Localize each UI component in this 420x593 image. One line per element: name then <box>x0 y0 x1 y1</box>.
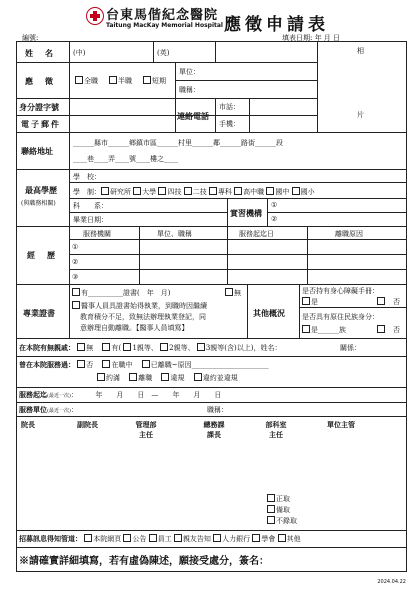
experience-label: 經 歷 <box>27 250 57 260</box>
license-note-2: 教育積分不足，致無法辦理執業登記，同 <box>80 313 206 321</box>
form-version-date: 2024.04.22 <box>377 579 406 585</box>
aboriginal-no-checkbox[interactable]: 否 <box>377 325 400 335</box>
address-line-1[interactable]: ______縣市______鄉鎮市區______村里______鄰______路街______段 <box>73 139 283 147</box>
education-note: (與職務相關) <box>21 200 56 207</box>
exp-row-3[interactable]: ③ <box>72 273 79 281</box>
form-header <box>0 0 420 40</box>
approval-dept-director: 部科室主任 <box>265 420 287 439</box>
graduation-date-field[interactable]: 畢業日期： <box>73 216 108 224</box>
relatives-row[interactable]: 在本院有無親戚： 無 有( 1親等、 2親等、 3親等(含)以上)，姓名： <box>19 343 282 352</box>
exp-header-title: 單位、職稱 <box>157 230 192 238</box>
hospital-logo-icon <box>86 7 104 25</box>
hospital-name: 台東馬偕紀念醫院 <box>106 8 219 23</box>
license-note-1[interactable]: 醫事人員具證書始得執業，到職時因繼續 <box>72 301 207 311</box>
exp-header-org: 服務機關 <box>83 230 111 238</box>
internship-field-2[interactable]: ② <box>271 215 278 223</box>
relatives-relation[interactable]: 關係： <box>340 344 361 352</box>
resign-reason-options[interactable]: 約滿 離職 違規 違約並違規 <box>97 373 238 383</box>
form-table <box>16 41 407 572</box>
service-history-row[interactable]: 曾在本院服務過： 否 在職中 已離職~原因______________________ <box>19 360 269 369</box>
home-phone-field[interactable]: 市話： <box>219 103 240 111</box>
license-note-3: 意辦理自動離職。【醫事人員填寫】 <box>80 324 189 332</box>
exp-header-reason: 離職原因 <box>335 230 363 238</box>
aboriginal-yes-checkbox[interactable]: 是______族 <box>302 325 346 335</box>
mobile-phone-field[interactable]: 手機： <box>219 120 240 128</box>
degree-label: 學 制： <box>73 188 101 196</box>
degree-options[interactable]: 研究所 大學 四技 二技 專科 高中職 國中 國小 <box>101 187 315 197</box>
apply-fulltime-checkbox[interactable]: 全職 <box>75 76 98 86</box>
education-label: 最高學歷 <box>25 185 57 195</box>
declaration-signature[interactable]: ※請確實詳細填寫，若有虛偽陳述，願接受處分，簽名： <box>19 556 269 567</box>
exp-header-period: 服務起迄日 <box>239 230 274 238</box>
address-line-2[interactable]: ____巷____弄____號____樓之____ <box>73 155 178 163</box>
apply-shortterm-checkbox[interactable]: 短期 <box>143 76 166 86</box>
aboriginal-question: 是否具有原住民族身分： <box>302 313 379 321</box>
disability-yes-checkbox[interactable]: 是 <box>302 297 318 307</box>
license-none-checkbox[interactable]: 無 <box>225 288 241 298</box>
result-rejected-checkbox[interactable]: 不錄取 <box>267 516 297 526</box>
apply-title-field[interactable]: 職稱： <box>179 86 200 94</box>
address-label: 聯絡地址 <box>21 146 53 156</box>
name-zh-field[interactable]: (中) <box>73 49 86 57</box>
apply-label: 應 徵 <box>25 76 55 86</box>
approval-general-affairs-chief: 總務課課長 <box>203 420 225 439</box>
photo-label-bottom: 片 <box>357 111 364 119</box>
other-info-label: 其他概況 <box>253 308 285 318</box>
fill-date: 填表日期: 年 月 日 <box>282 34 341 42</box>
approval-unit-manager: 單位主管 <box>327 420 355 429</box>
result-accepted-checkbox[interactable]: 正取 <box>267 494 290 504</box>
service-title-field[interactable]: 職稱： <box>207 406 228 414</box>
internship-field-1[interactable]: ① <box>271 201 278 209</box>
license-label: 專業證書 <box>23 308 55 318</box>
disability-question: 是否持有身心障礙手冊： <box>302 287 379 295</box>
service-unit-field[interactable]: 服務單位(最近一次)： <box>19 405 78 414</box>
exp-row-2[interactable]: ② <box>72 258 79 266</box>
name-en-field[interactable]: (英) <box>157 49 170 57</box>
approval-vice-president: 副院長 <box>77 420 98 429</box>
hospital-name-en: Taitung MacKay Memorial Hospital <box>106 22 223 29</box>
email-label: 電子郵件 <box>21 119 61 129</box>
apply-halftime-checkbox[interactable]: 半職 <box>109 76 132 86</box>
disability-no-checkbox[interactable]: 否 <box>377 297 400 307</box>
serial-label: 編號: <box>22 34 39 42</box>
internship-label: 實習機構 <box>230 208 262 218</box>
school-field[interactable]: 學 校： <box>73 173 101 181</box>
contact-phone-label: 連絡電話 <box>177 111 209 121</box>
form-title: 應徵申請表 <box>224 15 329 35</box>
approval-president: 院長 <box>21 420 35 429</box>
license-has-checkbox[interactable]: 有__________證書( 年 月) <box>72 288 170 298</box>
name-label: 姓 名 <box>25 48 55 58</box>
service-period-field[interactable]: 服務起迄(最近一次)： 年 月 日 — 年 月 日 <box>19 390 222 399</box>
exp-row-1[interactable]: ① <box>72 243 79 251</box>
id-number-label: 身分證字號 <box>19 102 59 112</box>
photo-label-top: 相 <box>357 47 364 55</box>
approval-admin-director: 管理部主任 <box>135 420 157 439</box>
dept-field[interactable]: 科 系： <box>73 202 108 210</box>
result-waitlist-checkbox[interactable]: 備取 <box>267 505 290 515</box>
recruit-channel-row[interactable]: 招募訊息得知管道： 本院網頁 公告 員工 親友告知 人力銀行 學會 其他 <box>19 534 301 543</box>
apply-unit-field[interactable]: 單位： <box>179 68 200 76</box>
